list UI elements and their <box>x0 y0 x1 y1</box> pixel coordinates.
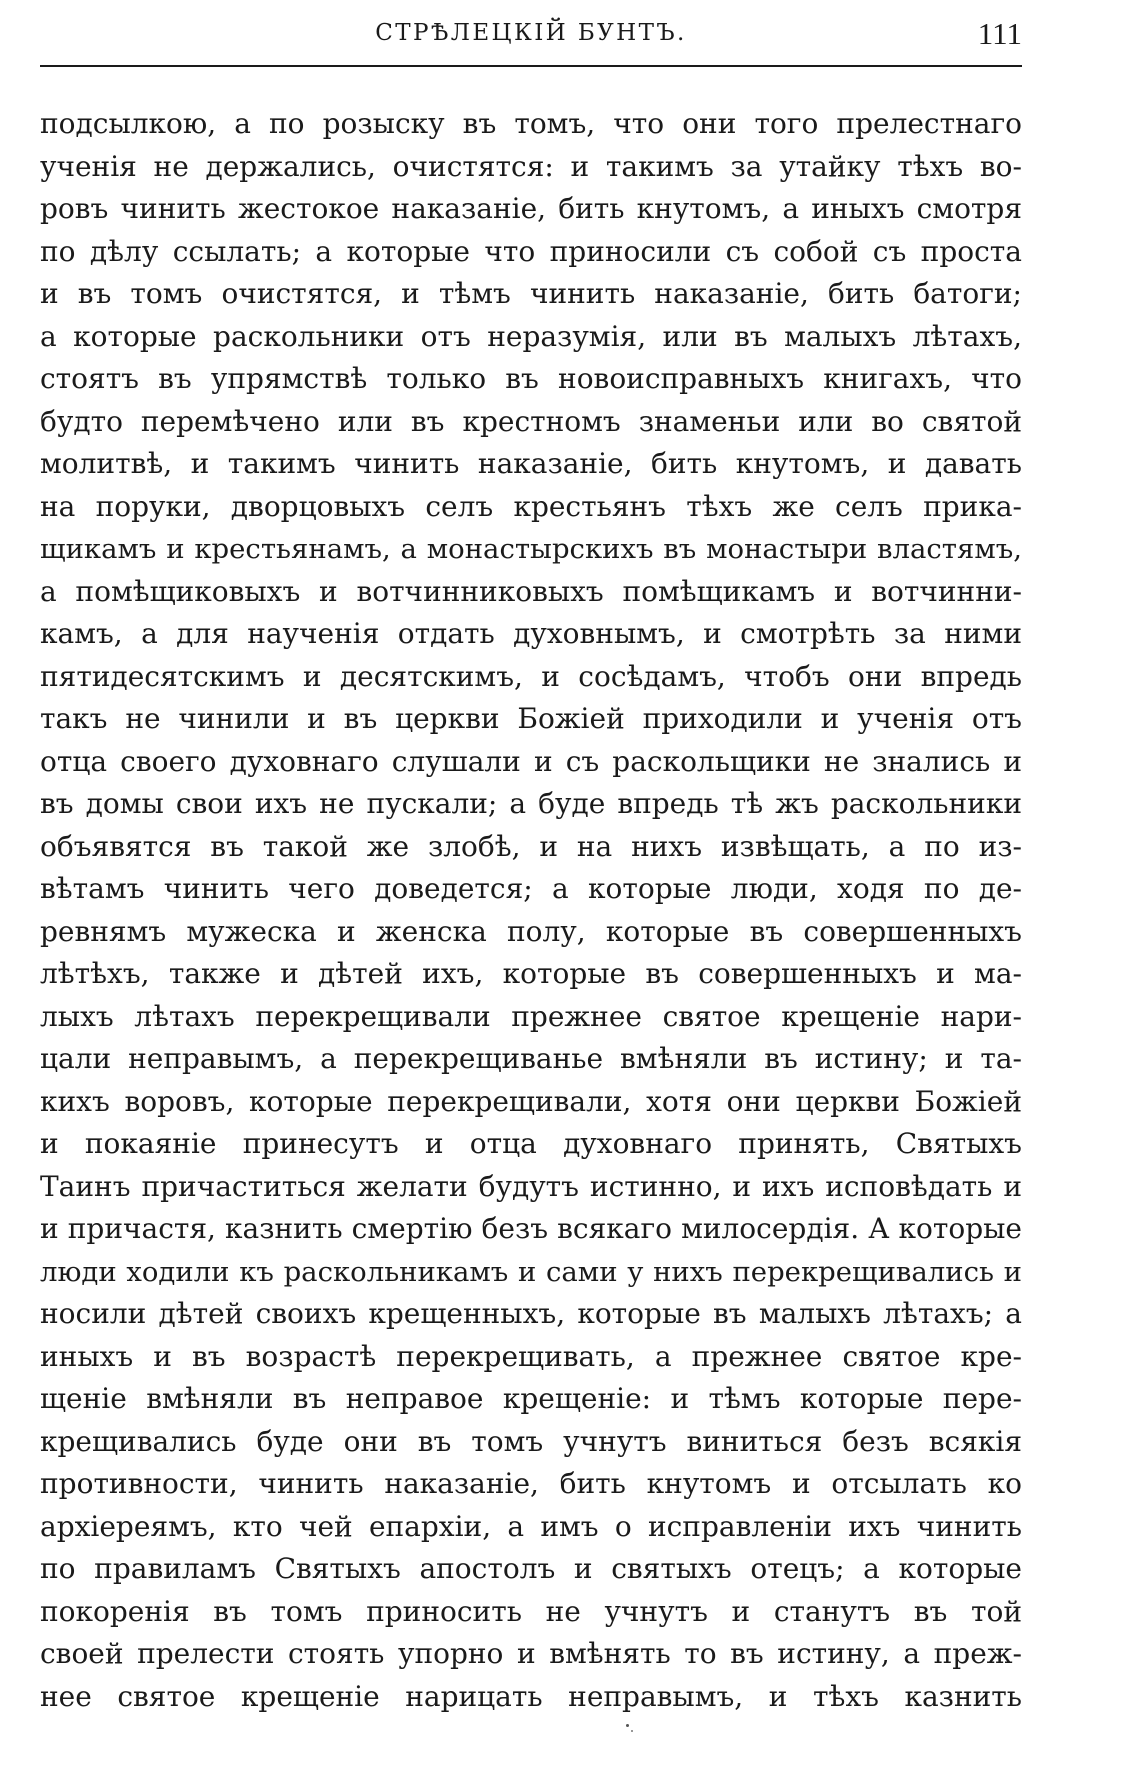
print-speck <box>631 1730 633 1732</box>
text-line: по правиламъ Святыхъ апостолъ и святыхъ отецъ; а которые <box>40 1552 1022 1585</box>
text-line: отца своего духовнаго слушали и съ раскольщики не знались и <box>40 744 1022 778</box>
text-line: кихъ воровъ, которые перекрещивали, хотя они церкви Божіей <box>40 1084 1022 1118</box>
text-line: такъ не чинили и въ церкви Божіей приходили и ученія отъ <box>40 702 1022 735</box>
text-line: покоренія въ томъ приносить не учнутъ и станутъ въ той <box>40 1594 1022 1628</box>
text-line: цали неправымъ, а перекрещиванье вмѣняли въ истину; и та- <box>40 1042 1022 1075</box>
text-line: щеніе вмѣняли въ неправое крещеніе: и тѣмъ которые пере- <box>40 1382 1022 1415</box>
text-line: а помѣщиковыхъ и вотчинниковыхъ помѣщикамъ и вотчинни- <box>40 574 1022 608</box>
text-line: камъ, а для наученія отдать духовнымъ, и смотрѣть за ними <box>40 617 1022 650</box>
page-number: 111 <box>977 16 1022 51</box>
text-line: иныхъ и въ возрастѣ перекрещивать, а прежнее святое кре- <box>40 1339 1022 1373</box>
body-text <box>40 103 1022 1718</box>
text-line: нее святое крещеніе нарицать неправымъ, и тѣхъ казнить <box>40 1679 1022 1713</box>
text-line: и причастя, казнить смертію безъ всякаго милосердія. А которые <box>40 1212 1022 1245</box>
text-line: стоятъ въ упрямствѣ только въ новоисправныхъ книгахъ, что <box>40 362 1022 395</box>
text-line: люди ходили къ раскольникамъ и сами у нихъ перекрещивались и <box>40 1255 1022 1288</box>
text-line: своей прелести стоять упорно и вмѣнять то въ истину, а преж- <box>40 1637 1022 1670</box>
text-line: архіереямъ, кто чей епархіи, а имъ о исправленіи ихъ чинить <box>40 1509 1022 1543</box>
text-line: подсылкою, а по розыску въ томъ, что они того прелестнаго <box>40 107 1022 140</box>
running-title: СТРѢЛЕЦКІЙ БУНТЪ. <box>375 20 687 46</box>
text-line: и покаяніе принесутъ и отца духовнаго принять, Святыхъ <box>40 1127 1022 1160</box>
print-speck <box>626 1724 629 1727</box>
text-line: щикамъ и крестьянамъ, а монастырскихъ въ монастыри властямъ, <box>40 533 1022 565</box>
text-line: по дѣлу ссылать; а которые что приносили съ собой съ проста <box>40 234 1022 268</box>
text-line: а которые раскольники отъ неразумія, или въ малыхъ лѣтахъ, <box>40 319 1022 353</box>
header-rule <box>40 65 1022 67</box>
text-line: противности, чинить наказаніе, бить кнутомъ и отсылать ко <box>40 1467 1022 1500</box>
text-line: ученія не держались, очистятся: и такимъ за утайку тѣхъ во- <box>40 149 1022 183</box>
text-line: Таинъ причаститься желати будутъ истинно, и ихъ исповѣдать и <box>40 1169 1022 1203</box>
text-line: въ домы свои ихъ не пускали; а буде впредь тѣ жъ раскольники <box>40 787 1022 820</box>
text-line: ровъ чинить жестокое наказаніе, бить кнутомъ, а иныхъ смотря <box>40 192 1022 225</box>
text-line: пятидесятскимъ и десятскимъ, и сосѣдамъ, чтобъ они впредь <box>40 659 1022 693</box>
text-line: будто перемѣчено или въ крестномъ знаменьи или во святой <box>40 404 1022 438</box>
text-line: молитвѣ, и такимъ чинить наказаніе, бить кнутомъ, и давать <box>40 447 1022 480</box>
text-line: крещивались буде они въ томъ учнутъ виниться безъ всякія <box>40 1424 1022 1458</box>
text-line: на поруки, дворцовыхъ селъ крестьянъ тѣхъ же селъ прика- <box>40 489 1022 523</box>
text-line: носили дѣтей своихъ крещенныхъ, которые въ малыхъ лѣтахъ; а <box>40 1297 1022 1330</box>
text-line: ревнямъ мужеска и женска полу, которые въ совершенныхъ <box>40 914 1022 948</box>
running-head <box>40 14 1022 54</box>
text-line: лыхъ лѣтахъ перекрещивали прежнее святое крещеніе нари- <box>40 999 1022 1033</box>
text-line: лѣтѣхъ, также и дѣтей ихъ, которые въ совершенныхъ и ма- <box>40 957 1022 990</box>
text-line: вѣтамъ чинить чего доведется; а которые люди, ходя по де- <box>40 872 1022 905</box>
text-line: объявятся въ такой же злобѣ, и на нихъ извѣщать, а по из- <box>40 829 1022 863</box>
text-line: и въ томъ очистятся, и тѣмъ чинить наказаніе, бить батоги; <box>40 277 1022 310</box>
